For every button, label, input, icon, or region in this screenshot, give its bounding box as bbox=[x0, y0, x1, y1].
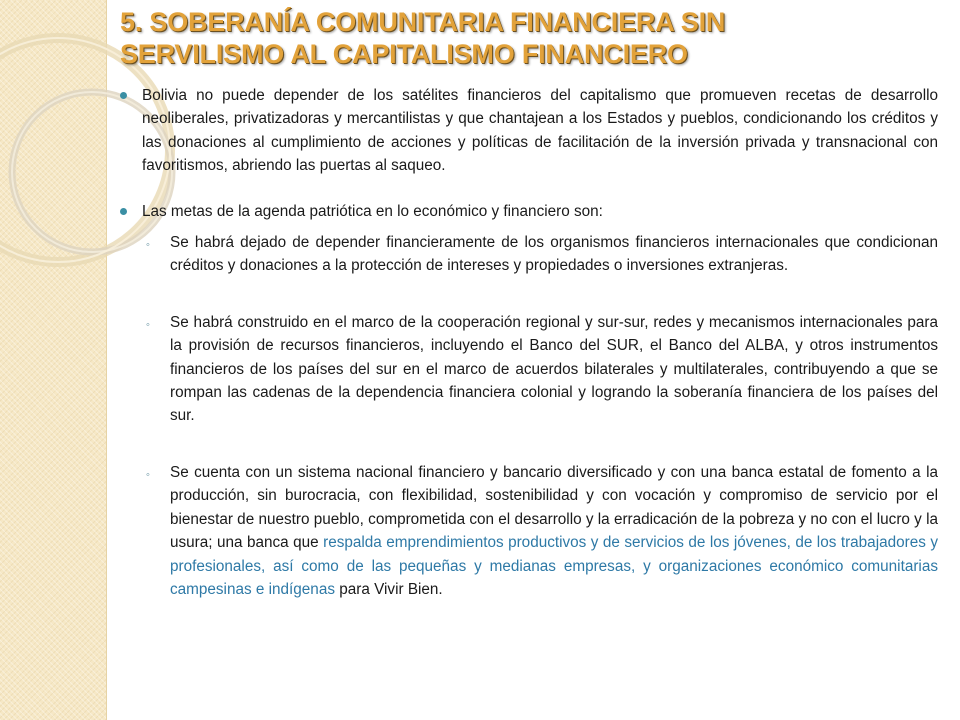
slide-body bbox=[118, 84, 938, 601]
ring-bullet-icon: ◦ bbox=[146, 318, 150, 331]
sub-bullet-item bbox=[146, 461, 938, 601]
highlighted-text: respalda emprendimientos productivos y de servicios de los jóvenes, de los trabajadores y profesionales, así como de las pequeñas y medianas empresas, y organizaciones económico comunitarias campesinas e indígenas bbox=[170, 534, 938, 598]
bullet-dot-icon bbox=[120, 208, 127, 215]
sub-bullet-text-end: para Vivir Bien. bbox=[334, 580, 443, 598]
bullet-item bbox=[118, 84, 938, 178]
sub-bullet-text: Se habrá dejado de depender financieramente de los organismos financieros internacionales que condicionan créditos y donaciones a la protección de intereses y propiedades o inversiones extranjeras. bbox=[170, 234, 938, 275]
sub-bullet-text-start: Se cuenta con un sistema nacional financiero y bancario diversificado y con una banca estatal de fomento a la producción, sin burocracia, con flexibilidad, sostenibilidad y con vocación y compromiso de servicio por el bienestar de nuestro pueblo, comprometida con el desarrollo y la erradicación de la pobreza y no con el lucro y la usura; una banca que bbox=[170, 463, 938, 552]
slide-title bbox=[120, 6, 940, 70]
ring-bullet-icon: ◦ bbox=[146, 239, 150, 252]
ring-bullet-icon: ◦ bbox=[146, 468, 150, 481]
sub-bullet-text bbox=[170, 464, 938, 598]
slide-title-line-2: SERVILISMO AL CAPITALISMO FINANCIERO bbox=[120, 39, 688, 69]
bullet-text: Bolivia no puede depender de los satélites financieros del capitalismo que promueven recetas de desarrollo neoliberales, privatizadoras y mercantilistas y que chantajean a los Estados y pueblos, condicionando los créditos y las donaciones al cumplimiento de acciones y políticas de facilitación de la inversión privada y transnacional con favoritismos, abriendo las puertas al saqueo. bbox=[142, 87, 938, 175]
sub-bullet-item bbox=[146, 231, 938, 278]
slide-title-line-1: 5. SOBERANÍA COMUNITARIA FINANCIERA SIN bbox=[120, 7, 726, 37]
bullet-item bbox=[118, 200, 938, 223]
sub-bullet-item bbox=[146, 311, 938, 428]
bullet-dot-icon bbox=[120, 92, 127, 99]
sub-bullet-text: Se habrá construido en el marco de la cooperación regional y sur-sur, redes y mecanismos internacionales para la provisión de recursos financieros, incluyendo el Banco del SUR, el Banco del ALBA, y otros instrumentos financieros de los países del sur en el marco de acuerdos bilaterales y multilaterales, contribuyendo a que se rompan las cadenas de la dependencia financiera colonial y logrando la soberanía financiera de los países del sur. bbox=[170, 313, 938, 425]
bullet-text: Las metas de la agenda patriótica en lo económico y financiero son: bbox=[142, 202, 603, 220]
